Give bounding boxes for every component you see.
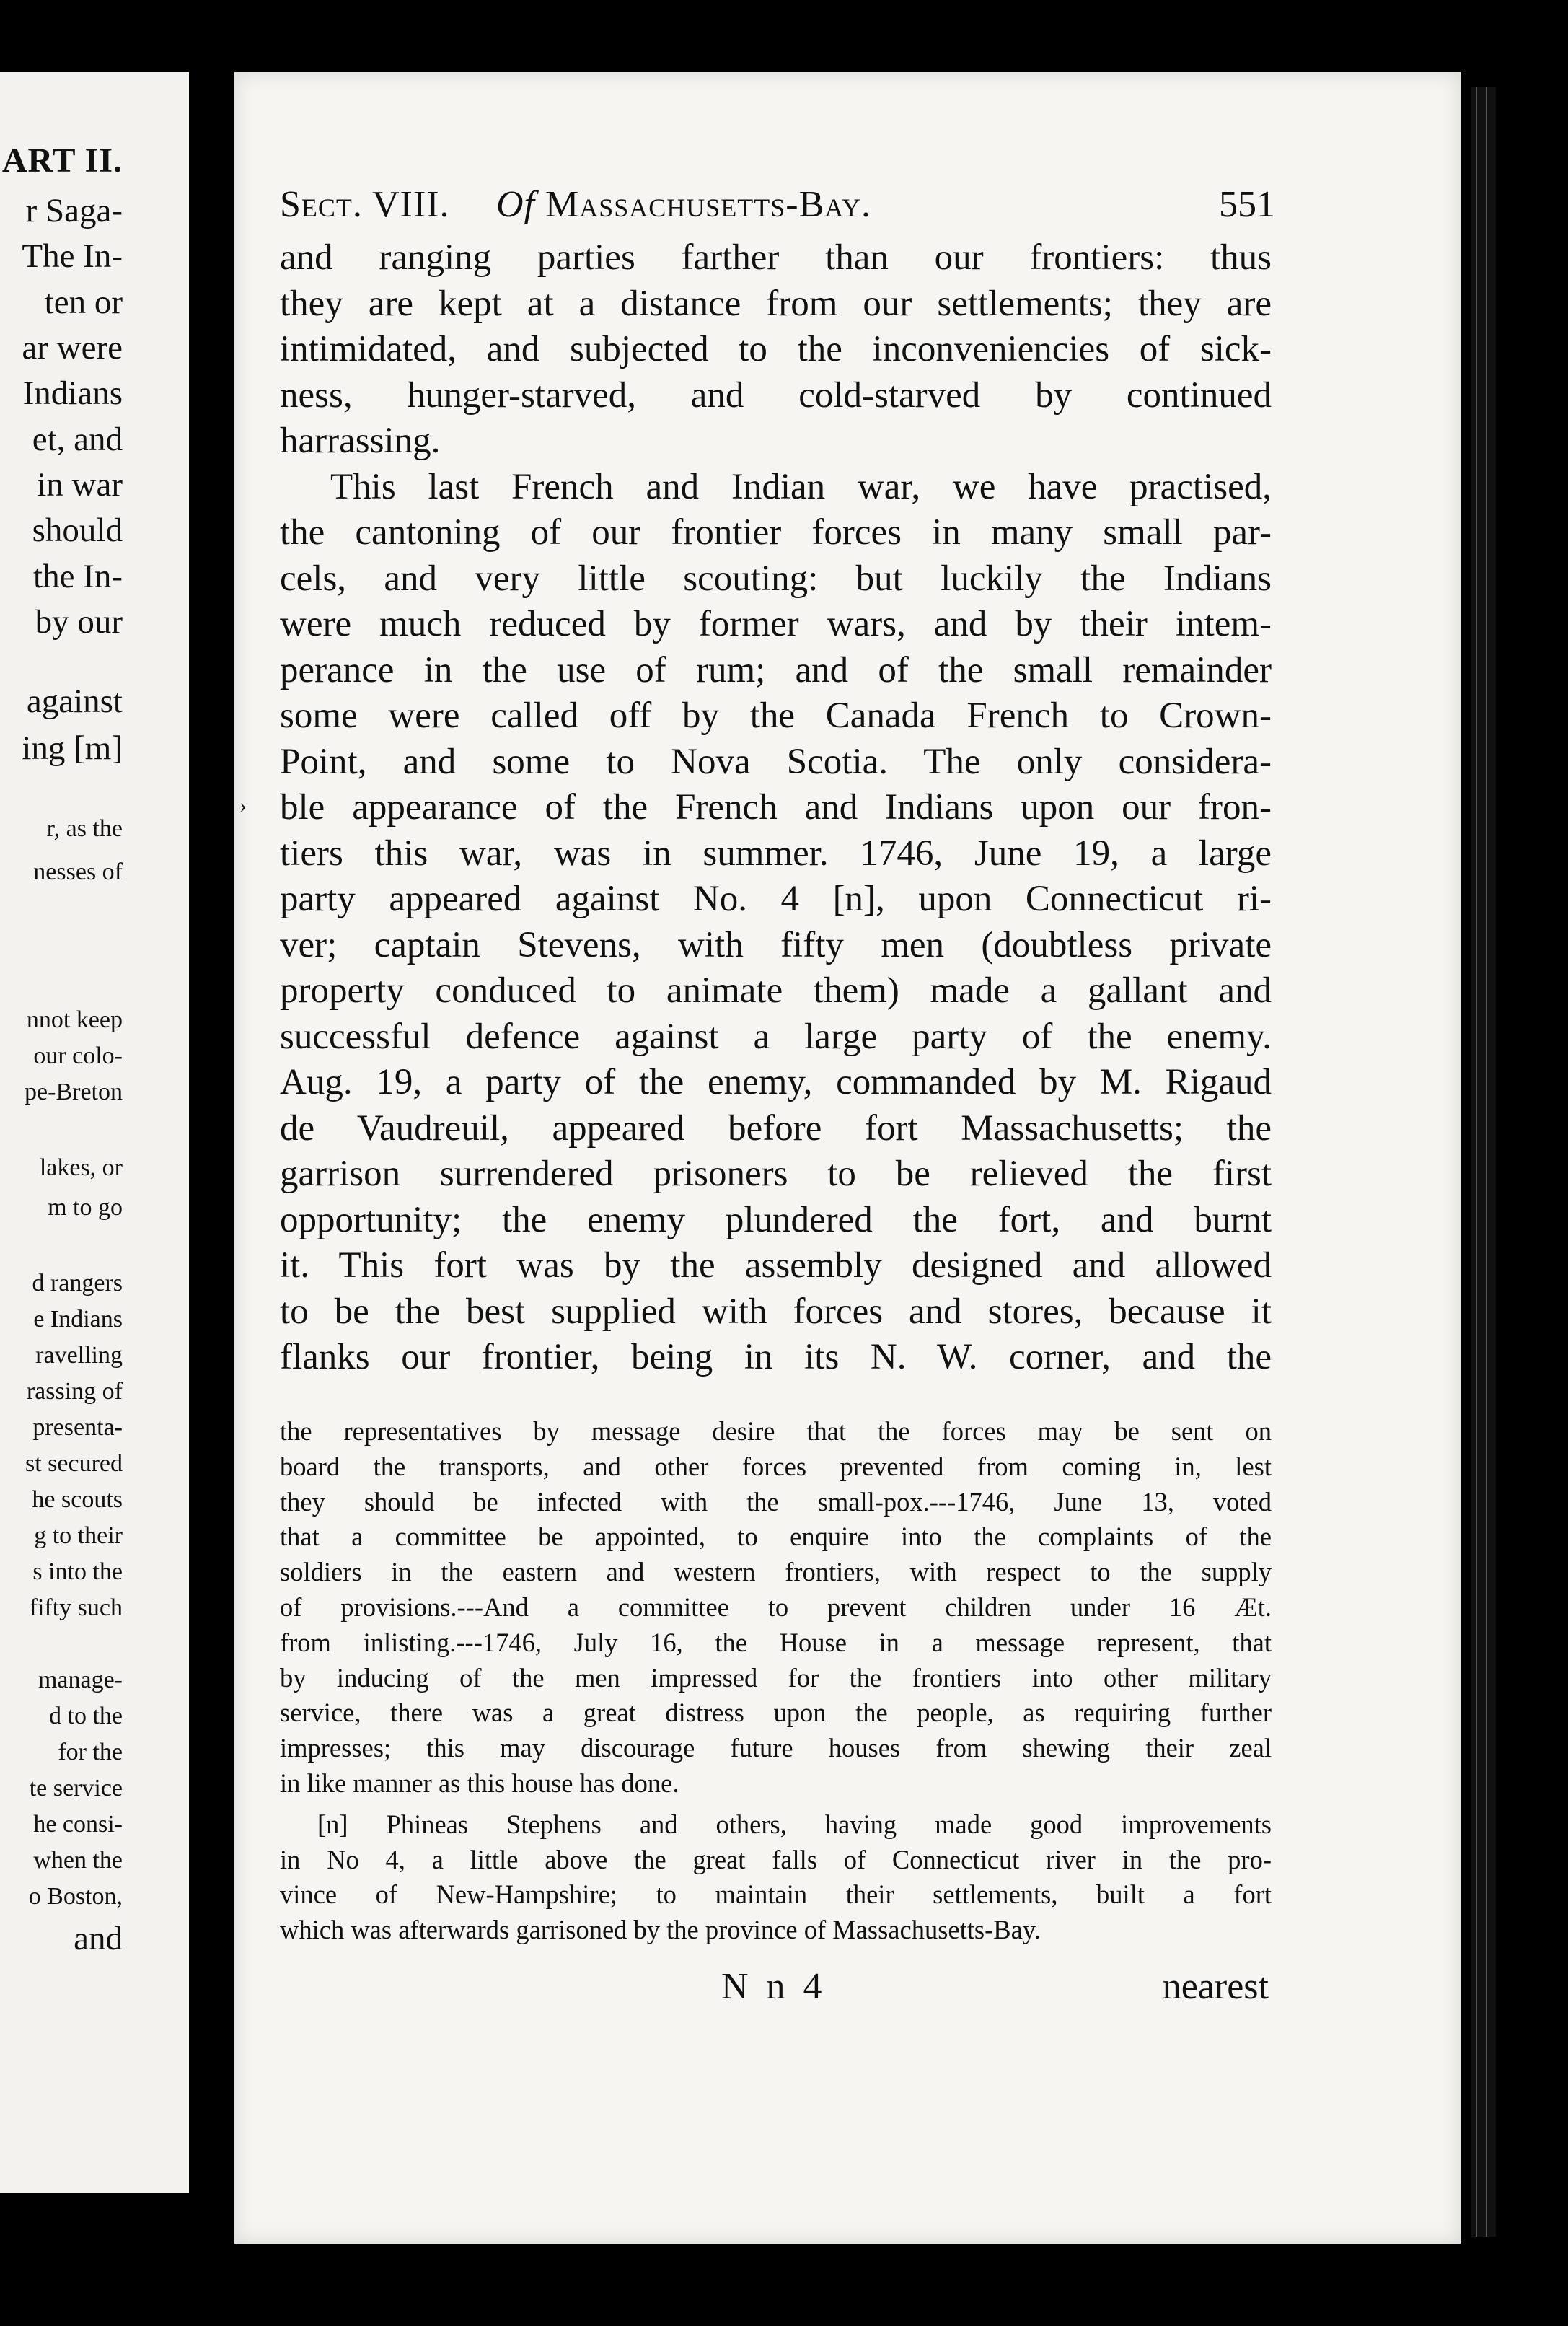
footnote-line: in like manner as this house has done. [280,1768,679,1798]
left-page-line: for the [58,1739,123,1765]
left-page-line: ravelling [35,1342,123,1369]
left-page-line: fifty such [29,1594,123,1621]
footnote-line: from inlisting.---1746, July 16, the House in a message represent, that [280,1627,1272,1657]
footnote-line: in No 4, a little above the great falls of Connecticut river in the pro- [280,1844,1272,1874]
page-number: 551 [1219,184,1275,225]
left-page-line: The In- [22,237,123,275]
left-page-line: pe-Breton [25,1079,123,1105]
left-page-line: our colo- [33,1043,123,1069]
left-page-line: Indians [22,374,123,412]
text-line: some were called off by the Canada French to Crown- [280,695,1272,736]
footnote-line: impresses; this may discourage future houses from shewing their zeal [280,1733,1272,1763]
text-line: Point, and some to Nova Scotia. The only considera- [280,741,1272,782]
text-line: ble appearance of the French and Indians upon our fron- [280,787,1272,828]
title-of: Of [496,184,535,225]
page-edge-binding [1471,87,1496,2237]
left-page-line: d rangers [32,1270,123,1296]
text-line: ver; captain Stevens, with fifty men (doubtless private [280,924,1272,965]
left-page-line: the In- [33,558,123,595]
text-line: it. This fort was by the assembly designed and allowed [280,1245,1272,1286]
left-page-line: presenta- [32,1414,123,1441]
text-line: party appeared against No. 4 [n], upon Connecticut ri- [280,879,1272,919]
catchword: nearest [1162,1966,1269,2007]
left-page-line: r, as the [46,815,123,842]
left-page-line: should [32,512,123,549]
footnote-line: service, there was a great distress upon the people, as requiring further [280,1698,1272,1728]
footnote-line: [n] Phineas Stephens and others, having made good improvements [317,1809,1272,1839]
left-page-line: o Boston, [28,1883,123,1910]
text-line: harrassing. [280,421,441,461]
text-line: This last French and Indian war, we have practised, [330,466,1272,507]
left-page-line: he consi- [33,1811,123,1838]
footnote-line: by inducing of the men impressed for the frontiers into other military [280,1662,1272,1693]
left-page-line: ar were [22,329,123,367]
text-line: were much reduced by former wars, and by their intem- [280,604,1272,644]
text-line: cels, and very little scouting: but luckily the Indians [280,558,1272,599]
left-page-line: te service [29,1775,123,1801]
left-page-line: st secured [25,1450,123,1477]
footnote-line: they should be infected with the small-pox.---1746, June 13, voted [280,1486,1272,1517]
text-line: de Vaudreuil, appeared before fort Massachusetts; the [280,1107,1272,1149]
footnote-line: of provisions.---And a committee to prevent children under 16 Æt. [280,1592,1272,1622]
footnote-line: the representatives by message desire that the forces may be sent on [280,1416,1272,1446]
text-line: the cantoning of our frontier forces in many small par- [280,512,1272,553]
left-page-line: g to their [34,1522,123,1549]
left-page-line: s into the [32,1558,123,1585]
left-page-line: nnot keep [26,1006,123,1033]
margin-marker: › [239,794,247,817]
footnote-line: board the transports, and other forces prevented from coming in, lest [280,1451,1272,1481]
signature-mark: N n 4 [721,1966,827,2007]
footnote-line: that a committee be appointed, to enquire into the complaints of the [280,1522,1272,1552]
running-title [496,183,871,226]
text-line: they are kept at a distance from our settlements; they are [280,283,1272,324]
left-page-line: e Indians [33,1306,123,1333]
text-line: perance in the use of rum; and of the small remainder [280,649,1272,690]
left-page-line: in war [37,466,123,504]
left-page-line: when the [33,1847,123,1874]
text-line: to be the best supplied with forces and stores, because it [280,1291,1272,1332]
left-page-line: manage- [38,1667,123,1693]
left-page-line: ing [m] [22,729,123,767]
left-page-line: lakes, or [39,1154,123,1181]
left-page-line: nesses of [33,859,123,885]
left-page-line: r Saga- [25,192,123,229]
left-page-line: d to the [49,1703,123,1729]
text-line: opportunity; the enemy plundered the fort, and burnt [280,1199,1272,1240]
text-line: ness, hunger-starved, and cold-starved by continued [280,374,1272,416]
footnote-line: which was afterwards garrisoned by the province of Massachusetts-Bay. [280,1915,1041,1945]
left-page-line: he scouts [32,1486,123,1513]
left-page-line: and [74,1920,123,1957]
text-line: flanks our frontier, being in its N. W. corner, and the [280,1337,1272,1377]
text-line: successful defence against a large party of the enemy. [280,1016,1272,1057]
running-header [280,183,1275,234]
left-page-line: ART II. [1,141,123,180]
text-line: property conduced to animate them) made a gallant and [280,970,1272,1011]
text-line: intimidated, and subjected to the inconveniencies of sick- [280,329,1272,369]
title-name: Massachusetts-Bay. [545,184,871,225]
text-line: tiers this war, was in summer. 1746, June 19, a large [280,833,1272,874]
left-page-line: m to go [48,1194,123,1221]
left-page-line: by our [35,603,123,641]
footnote-line: vince of New-Hampshire; to maintain their settlements, built a fort [280,1879,1272,1910]
left-page-line: ten or [44,284,123,321]
left-page-line: rassing of [26,1378,123,1405]
text-line: and ranging parties farther than our frontiers: thus [280,237,1272,278]
left-facing-page [0,72,189,2193]
section-label: Sect. VIII. [280,184,450,225]
text-line: garrison surrendered prisoners to be relieved the first [280,1154,1272,1194]
text-line: Aug. 19, a party of the enemy, commanded by M. Rigaud [280,1062,1272,1102]
left-page-line: against [26,683,123,720]
footnote-line: soldiers in the eastern and western frontiers, with respect to the supply [280,1557,1272,1587]
left-page-line: et, and [32,421,123,458]
